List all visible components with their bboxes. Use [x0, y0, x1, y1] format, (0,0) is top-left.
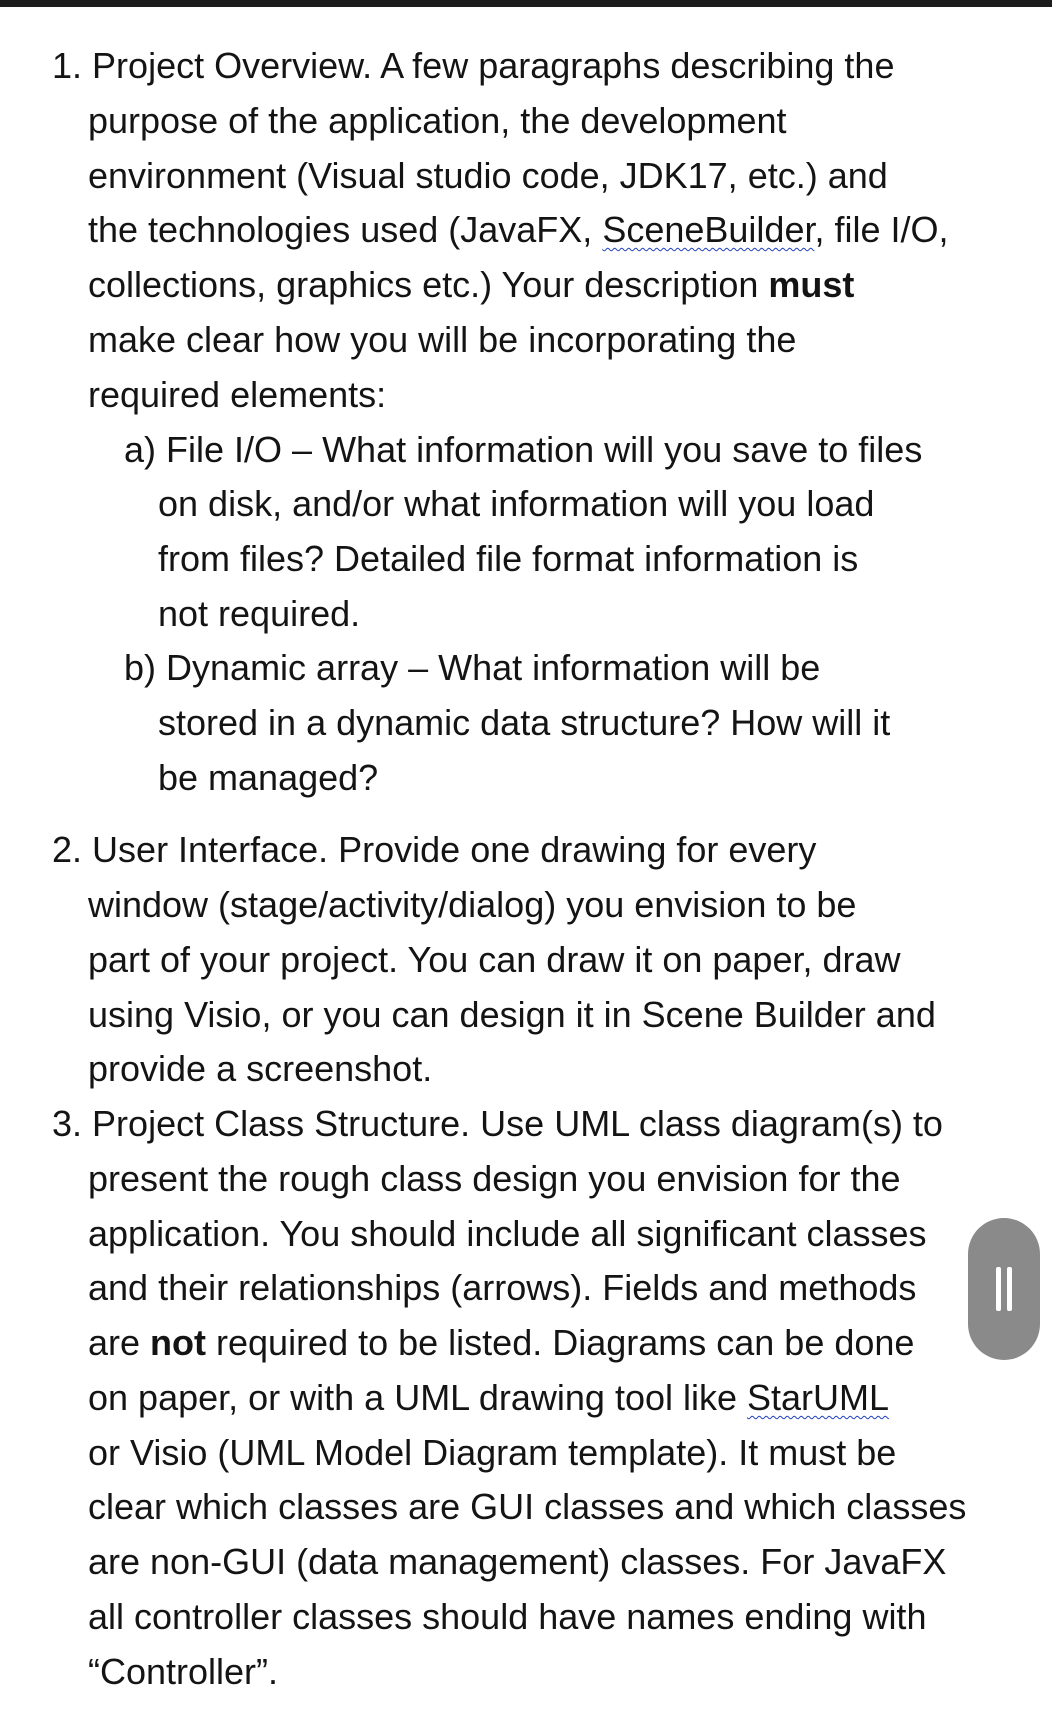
section-3-line-1: 3. Project Class Structure. Use UML class diagram(s) to: [52, 1103, 943, 1144]
subitem-a-label: a): [124, 429, 157, 470]
section-2-line-4: using Visio, or you can design it in Scene Builder and: [88, 994, 936, 1035]
subitem-a-line-1: a) File I/O – What information will you save to files: [124, 429, 923, 470]
section-3-line-3: application. You should include all significant classes: [88, 1213, 927, 1254]
subitem-b-line-1: b) Dynamic array – What information will be: [124, 647, 821, 688]
section-3-line-7: or Visio (UML Model Diagram template). It must be: [88, 1432, 897, 1473]
section-2-line-3: part of your project. You can draw it on paper, draw: [88, 939, 901, 980]
section-3-line-5: are not required to be listed. Diagrams can be done: [88, 1322, 915, 1363]
section-1-line-7: required elements:: [88, 374, 387, 415]
subitem-a-line-2: on disk, and/or what information will you load: [158, 483, 875, 524]
section-3-number: 3.: [52, 1103, 83, 1144]
section-3-line-8: clear which classes are GUI classes and which classes: [88, 1486, 967, 1527]
scroll-handle[interactable]: [968, 1218, 1040, 1360]
drag-handle-icon: [1007, 1267, 1012, 1311]
subitem-a-line-3: from files? Detailed file format information is: [158, 538, 859, 579]
bold-emphasis: not: [150, 1322, 207, 1363]
section-3-line-6: on paper, or with a UML drawing tool like StarUML: [88, 1377, 890, 1418]
section-2-line-5: provide a screenshot.: [88, 1048, 433, 1089]
section-1-line-1: 1. Project Overview. A few paragraphs describing the: [52, 45, 895, 86]
subitem-b-label: b): [124, 647, 157, 688]
subitem-a-line-4: not required.: [158, 593, 361, 634]
section-2-number: 2.: [52, 829, 83, 870]
section-3-line-9: are non-GUI (data management) classes. For JavaFX: [88, 1541, 947, 1582]
section-2-line-1: 2. User Interface. Provide one drawing for every: [52, 829, 817, 870]
subitem-b-line-3: be managed?: [158, 757, 379, 798]
section-3-line-10: all controller classes should have names ending with: [88, 1596, 927, 1637]
spellcheck-word: SceneBuilder: [602, 209, 815, 250]
bold-emphasis: must: [768, 264, 855, 305]
section-1-line-6: make clear how you will be incorporating the: [88, 319, 797, 360]
section-1-number: 1.: [52, 45, 83, 86]
top-border: [0, 0, 1052, 7]
section-2-line-2: window (stage/activity/dialog) you envision to be: [88, 884, 857, 925]
section-3-line-2: present the rough class design you envision for the: [88, 1158, 901, 1199]
section-1-line-5: collections, graphics etc.) Your description must: [88, 264, 855, 305]
section-3-line-4: and their relationships (arrows). Fields and methods: [88, 1267, 917, 1308]
section-1-line-4: the technologies used (JavaFX, SceneBuilder, file I/O,: [88, 209, 949, 250]
subitem-b-line-2: stored in a dynamic data structure? How will it: [158, 702, 891, 743]
section-3-line-11: “Controller”.: [88, 1651, 279, 1692]
spellcheck-word: StarUML: [747, 1377, 890, 1418]
drag-handle-icon: [996, 1267, 1001, 1311]
section-1-line-3: environment (Visual studio code, JDK17, etc.) and: [88, 155, 888, 196]
section-1-line-2: purpose of the application, the development: [88, 100, 787, 141]
